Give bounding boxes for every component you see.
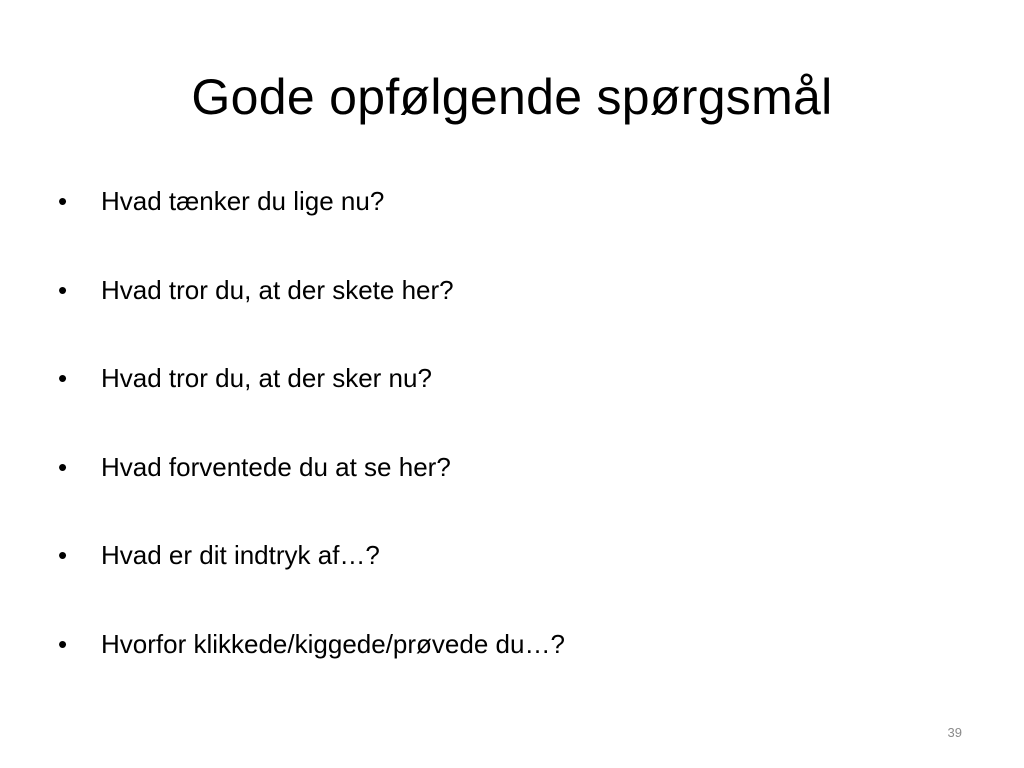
bullet-dot-icon: • [58,363,68,393]
bullet-text: Hvad er dit indtryk af…? [101,540,380,570]
bullet-dot-icon: • [58,451,68,482]
bullet-dot-icon: • [58,186,68,216]
slide-title: Gode opfølgende spørgsmål [191,69,833,125]
bullet-text: Hvorfor klikkede/kiggede/prøvede du…? [101,628,565,659]
bullet-text: Hvad tænker du lige nu? [101,186,385,216]
bullet-text: Hvad tror du, at der skete her? [101,274,454,305]
bullet-text: Hvad forventede du at se her? [101,451,451,482]
bullet-dot-icon: • [58,628,68,659]
bullet-dot-icon: • [58,540,68,570]
bullet-dot-icon: • [58,274,68,305]
slide-number: 39 [947,725,962,740]
bullet-text: Hvad tror du, at der sker nu? [101,363,432,393]
